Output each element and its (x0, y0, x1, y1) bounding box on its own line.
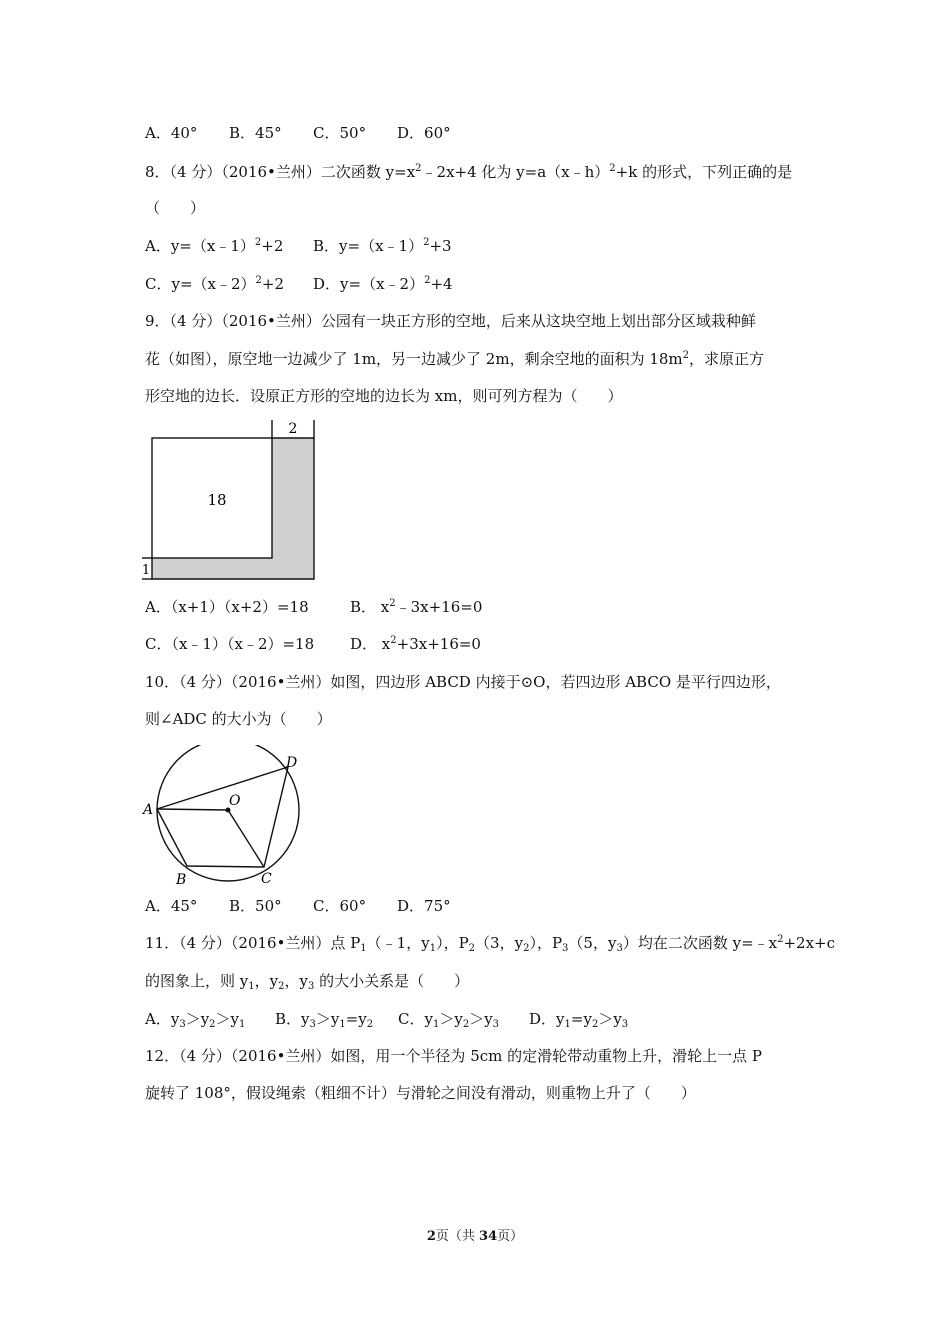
page-footer: 2页（共 34页） (426, 1229, 524, 1244)
q7-option-b: B．45° (229, 124, 282, 142)
label-a: A (143, 802, 154, 818)
q10-option-c: C．60° (313, 897, 367, 915)
q10-option-b: B．50° (229, 897, 282, 915)
label-d: D (286, 755, 298, 771)
q10-stem-line1: 10．（4 分）（2016•兰州）如图，四边形 ABCD 内接于⊙O，若四边形 ABCO 是平行四边形， (145, 673, 781, 691)
label-b: B (176, 872, 187, 888)
q11-option-b: B．$y_3>y_1=y_2$ (275, 1010, 374, 1030)
q12-stem-line2: 旋转了 108°，假设绳索（粗细不计）与滑轮之间没有滑动，则重物上升了（ ） (145, 1084, 696, 1102)
label-height-1: 1 (141, 563, 151, 578)
q8-option-b: B．y=（x﹣1）$^2$+3 (313, 237, 452, 255)
q7-option-a: A．40° (145, 124, 198, 142)
label-c: C (261, 871, 272, 887)
q8-option-d: D．y=（x﹣2）$^2$+4 (313, 275, 453, 293)
q9-option-d: D． $x^2+3x+16=0$ (350, 635, 481, 653)
quadrilateral-abcd (157, 767, 288, 867)
q9-option-c: C．（x﹣1）（x﹣2）=18 (145, 635, 315, 653)
q9-stem-line3: 形空地的边长．设原正方形的空地的边长为 xm，则可列方程为（ ） (145, 387, 623, 405)
q8-option-a: A．y=（x﹣1）$^2$+2 (145, 237, 284, 255)
q9-option-a: A．（x+1）（x+2）=18 (145, 598, 309, 616)
q7-options (145, 123, 451, 143)
label-area-18: 18 (207, 491, 227, 509)
q9-stem-line1: 9．（4 分）（2016•兰州）公园有一块正方形的空地，后来从这块空地上划出部分区域栽种鲜 (145, 312, 756, 330)
q8-paren: （ ） (145, 199, 206, 217)
q11-option-a: A．$y_3>y_2>y_1$ (145, 1010, 246, 1030)
flower-area (272, 438, 314, 558)
segment-ao (157, 809, 228, 810)
circle-o (157, 745, 299, 881)
q10-option-a: A．45° (145, 897, 198, 915)
q10-option-d: D．75° (397, 897, 451, 915)
q11-stem-line2: 的图象上，则 $y_1$，$y_2$，$y_3$ 的大小关系是（ ） (145, 972, 470, 992)
q10-stem-line2: 则∠ADC 的大小为（ ） (145, 710, 332, 728)
q9-stem-line2: 花（如图），原空地一边减少了 1m，另一边减少了 2m，剩余空地的面积为 $18m^2$，求原正方 (145, 350, 765, 368)
q7-option-d: D．60° (397, 124, 451, 142)
q9-option-b: B． $x^2﹣3x+16=0$ (350, 598, 483, 616)
q8-options-cd (145, 274, 453, 294)
q9-options-ab (145, 597, 482, 617)
q10-circle-figure (140, 745, 310, 890)
label-width-2: 2 (288, 421, 298, 437)
q8-stem: 8．（4 分）（2016•兰州）二次函数 $y=x^2﹣2x+4$ 化为 y=a（x﹣h）$^2$+k 的形式，下列正确的是 (145, 163, 793, 181)
page-number: 2 (426, 1229, 436, 1244)
q11-option-d: D．$y_1=y_2>y_3$ (529, 1010, 629, 1030)
flower-area-bottom (152, 558, 314, 579)
q9-square-figure (140, 418, 325, 584)
q11-stem-line1: 11．（4 分）（2016•兰州）点 $P_1(﹣1$，$y_1$），$P_2(3$，$y_2$），$P_3(5$，$y_3$）均在二次函数 $y=﹣x^2+2x+c$ (145, 934, 836, 954)
label-o: O (229, 793, 241, 809)
q9-options-cd (145, 634, 481, 654)
q11-options (145, 1009, 628, 1029)
q7-option-c: C．50° (313, 124, 367, 142)
segment-oc (228, 810, 264, 867)
q8-options-ab (145, 236, 452, 256)
total-pages: 34 (479, 1229, 498, 1244)
q11-option-c: C．$y_1>y_2>y_3$ (398, 1010, 500, 1030)
q8-option-c: C．y=（x﹣2）$^2$+2 (145, 275, 285, 293)
q10-options (145, 896, 451, 916)
q12-stem-line1: 12．（4 分）（2016•兰州）如图，用一个半径为 5cm 的定滑轮带动重物上升，滑轮上一点 P (145, 1047, 762, 1065)
